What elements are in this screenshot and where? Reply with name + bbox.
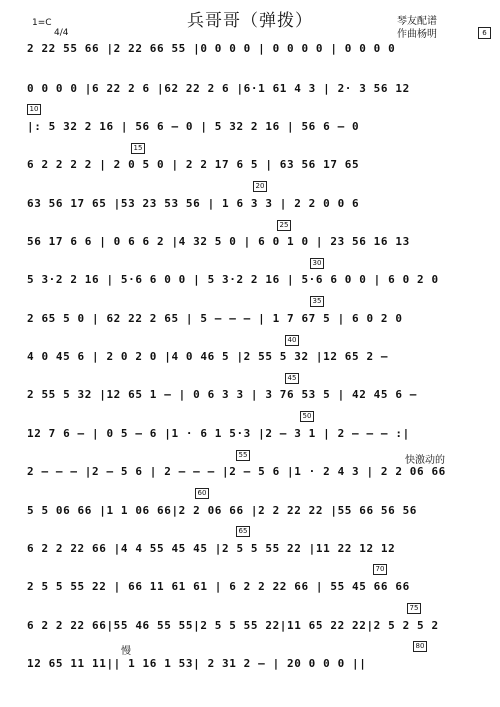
measure-number: 65	[236, 526, 250, 537]
notation-line-14: 6 2 2 22 66 |4 4 55 45 45 |2 5 5 55 22 |11 22 12 12	[27, 542, 396, 555]
notation-line-4: 6 2 2 2 2 | 2 0 5 0 | 2 2 17 6 5 | 63 56 17 65	[27, 158, 360, 171]
measure-number: 70	[373, 564, 387, 575]
page-number: 6	[478, 27, 491, 39]
arranger-credit: 琴友配谱	[397, 16, 437, 27]
measure-number: 55	[236, 450, 250, 461]
notation-line-17: 12 65 11 11|| 1 16 1 53| 2 31 2 — | 20 0 0 0 ||	[27, 657, 367, 670]
measure-number: 80	[413, 641, 427, 652]
notation-line-3: |: 5 32 2 16 | 56 6 — 0 | 5 32 2 16 | 56 6 — 0	[27, 120, 360, 133]
score-title: 兵哥哥（弹拨）	[187, 11, 313, 31]
time-signature: 4/4	[54, 28, 69, 38]
notation-line-11: 12 7 6 — | 0 5 — 6 |1 · 6 1 5·3 |2 — 3 1 | 2 — — — :|	[27, 427, 410, 440]
measure-number: 75	[407, 603, 421, 614]
measure-number: 45	[285, 373, 299, 384]
notation-line-10: 2 55 5 32 |12 65 1 — | 0 6 3 3 | 3 76 53 5 | 42 45 6 —	[27, 388, 418, 401]
key-and-time-signature	[32, 18, 68, 38]
notation-line-2: 0 0 0 0 |6 22 2 6 |62 22 2 6 |6·1 61 4 3 | 2· 3 56 12	[27, 82, 410, 95]
measure-number: 40	[285, 335, 299, 346]
notation-line-9: 4 0 45 6 | 2 0 2 0 |4 0 46 5 |2 55 5 32 |12 65 2 —	[27, 350, 389, 363]
notation-line-8: 2 65 5 0 | 62 22 2 65 | 5 — — — | 1 7 67 5 | 6 0 2 0	[27, 312, 403, 325]
tempo-marking: 快激动的	[405, 455, 445, 466]
notation-line-12: 2 — — — |2 — 5 6 | 2 — — — |2 — 5 6 |1 · 2 4 3 | 2 2 06 66	[27, 465, 446, 478]
notation-line-6: 56 17 6 6 | 0 6 6 2 |4 32 5 0 | 6 0 1 0 | 23 56 16 13	[27, 235, 410, 248]
measure-number: 10	[27, 104, 41, 115]
notation-line-1: 2 22 55 66 |2 22 66 55 |0 0 0 0 | 0 0 0 0 | 0 0 0 0	[27, 42, 396, 55]
measure-number: 60	[195, 488, 209, 499]
score-credits	[397, 15, 437, 41]
measure-number: 30	[310, 258, 324, 269]
measure-number: 25	[277, 220, 291, 231]
measure-number: 50	[300, 411, 314, 422]
notation-line-16: 6 2 2 22 66|55 46 55 55|2 5 5 55 22|11 65 22 22|2 5 2 5 2	[27, 619, 439, 632]
measure-number: 35	[310, 296, 324, 307]
measure-number: 20	[253, 181, 267, 192]
ritardando-marking: 慢	[121, 646, 131, 657]
key-signature: 1=C	[32, 18, 52, 28]
notation-line-7: 5 3·2 2 16 | 5·6 6 0 0 | 5 3·2 2 16 | 5·6 6 0 0 | 6 0 2 0	[27, 273, 439, 286]
measure-number: 15	[131, 143, 145, 154]
notation-line-13: 5 5 06 66 |1 1 06 66|2 2 06 66 |2 2 22 22 |55 66 56 56	[27, 504, 418, 517]
composer-credit: 作曲杨明	[397, 29, 437, 40]
notation-line-5: 63 56 17 65 |53 23 53 56 | 1 6 3 3 | 2 2 0 0 6	[27, 197, 360, 210]
notation-line-15: 2 5 5 55 22 | 66 11 61 61 | 6 2 2 22 66 | 55 45 66 66	[27, 580, 410, 593]
